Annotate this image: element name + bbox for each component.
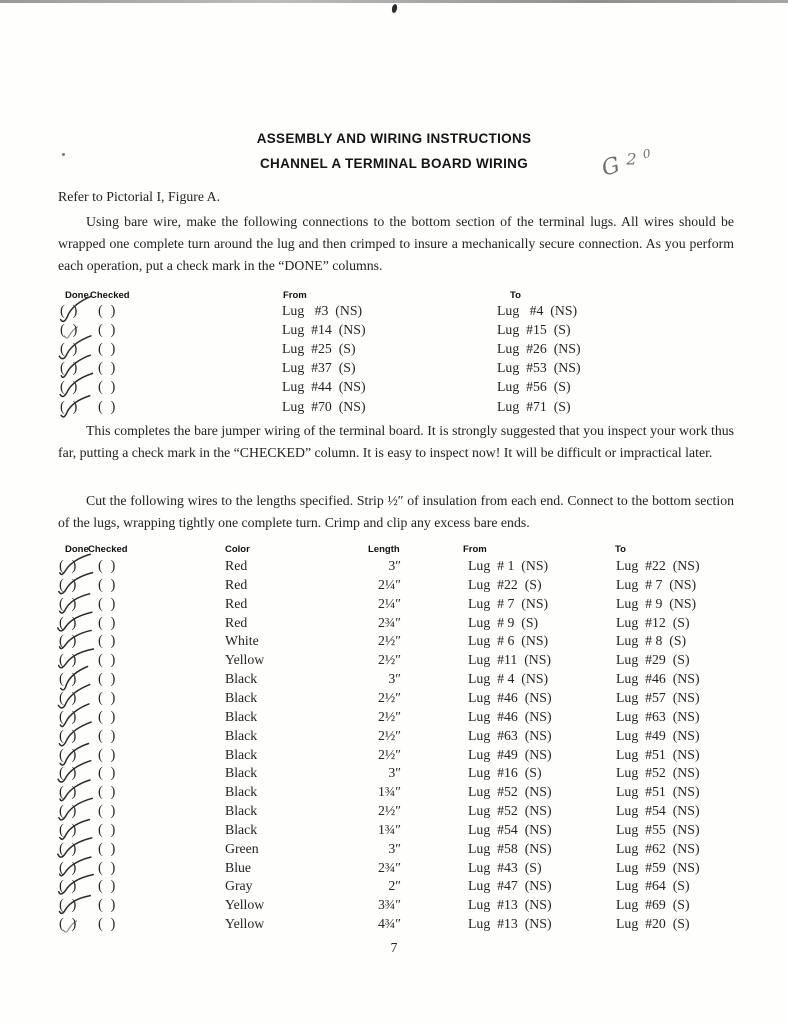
length-cell: 2½″ — [378, 709, 401, 724]
done-checkbox: ( ) — [59, 822, 78, 839]
table-row — [55, 822, 770, 841]
handwritten-note — [598, 146, 653, 182]
to-cell: Lug # 9 (NS) — [616, 596, 697, 611]
color-cell: Red — [225, 615, 248, 630]
to-cell: Lug #22 (NS) — [616, 558, 700, 573]
from-cell: Lug #25 (S) — [282, 341, 356, 356]
done-checkbox: ( ) — [59, 615, 78, 632]
checked-checkbox: ( ) — [98, 860, 118, 876]
length-cell: 1¾″ — [378, 822, 401, 837]
length-cell: 2″ — [388, 878, 401, 893]
table-row — [55, 652, 770, 671]
done-checkbox: ( ) — [59, 916, 78, 933]
color-cell: White — [225, 633, 259, 648]
color-cell: Black — [225, 747, 258, 762]
page-number: 7 — [390, 940, 398, 955]
table-row — [55, 841, 770, 860]
done-checkbox: ( ) — [59, 841, 78, 858]
length-cell: 2¼″ — [378, 596, 401, 611]
table-row — [55, 558, 770, 577]
checked-checkbox: ( ) — [98, 360, 118, 376]
to-cell: Lug #52 (NS) — [616, 765, 700, 780]
to-cell: Lug #69 (S) — [616, 897, 690, 912]
done-checkbox: ( ) — [59, 652, 78, 669]
checked-checkbox: ( ) — [98, 615, 118, 631]
from-cell: Lug #37 (S) — [282, 360, 356, 375]
color-cell: Gray — [225, 878, 253, 893]
done-checkbox: ( ) — [59, 690, 78, 707]
from-cell: Lug #52 (NS) — [468, 803, 552, 818]
jumper-wiring-table — [58, 288, 730, 418]
from-cell: Lug # 6 (NS) — [468, 633, 549, 648]
table-row — [55, 860, 770, 879]
checked-checkbox: ( ) — [98, 878, 118, 894]
length-cell: 3″ — [388, 671, 401, 686]
from-cell: Lug # 9 (S) — [468, 615, 539, 630]
checked-checkbox: ( ) — [98, 379, 118, 395]
color-cell: Red — [225, 577, 248, 592]
refer-line: Refer to Pictorial I, Figure A. — [58, 189, 221, 204]
done-checkbox: ( ) — [59, 784, 78, 801]
from-cell: Lug #47 (NS) — [468, 878, 552, 893]
checked-checkbox: ( ) — [98, 897, 118, 913]
table-row — [55, 615, 770, 634]
color-cell: Black — [225, 709, 258, 724]
handwritten-char: 0 — [641, 146, 652, 162]
page-subtitle: CHANNEL A TERMINAL BOARD WIRING — [259, 156, 529, 171]
to-cell: Lug #62 (NS) — [616, 841, 700, 856]
table-row — [55, 633, 770, 652]
handwritten-char: 2 — [625, 149, 637, 169]
color-cell: Black — [225, 671, 258, 686]
color-cell: Red — [225, 558, 248, 573]
table-row — [55, 784, 770, 803]
color-cell: Yellow — [225, 897, 265, 912]
length-cell: 2½″ — [378, 633, 401, 648]
checked-checkbox: ( ) — [98, 322, 118, 338]
to-cell: Lug #4 (NS) — [497, 303, 578, 318]
from-cell: Lug # 4 (NS) — [468, 671, 549, 686]
to-cell: Lug #51 (NS) — [616, 784, 700, 799]
column-header-from: From — [463, 544, 487, 555]
to-cell: Lug #20 (S) — [616, 916, 690, 931]
from-cell: Lug #58 (NS) — [468, 841, 552, 856]
length-cell: 1¾″ — [378, 784, 401, 799]
table-row — [55, 916, 770, 935]
length-cell: 2¼″ — [378, 577, 401, 592]
to-cell: Lug #49 (NS) — [616, 728, 700, 743]
from-cell: Lug #14 (NS) — [282, 322, 366, 337]
checked-checkbox: ( ) — [98, 728, 118, 744]
table-row — [55, 577, 770, 596]
done-checkmark — [55, 397, 95, 422]
to-cell: Lug # 8 (S) — [616, 633, 687, 648]
length-cell: 3¾″ — [378, 897, 401, 912]
table-row — [55, 596, 770, 615]
length-cell: 3″ — [388, 765, 401, 780]
table-row — [58, 360, 730, 379]
from-cell: Lug #46 (NS) — [468, 709, 552, 724]
length-cell: 4¾″ — [378, 916, 401, 931]
checked-checkbox: ( ) — [98, 671, 118, 687]
done-checkbox: ( ) — [59, 860, 78, 877]
to-cell: Lug #29 (S) — [616, 652, 690, 667]
checked-checkbox: ( ) — [98, 765, 118, 781]
to-cell: Lug # 7 (NS) — [616, 577, 697, 592]
color-cell: Yellow — [225, 652, 265, 667]
checked-checkbox: ( ) — [98, 633, 118, 649]
to-cell: Lug #59 (NS) — [616, 860, 700, 875]
checked-checkbox: ( ) — [98, 690, 118, 706]
from-cell: Lug #3 (NS) — [282, 303, 363, 318]
from-cell: Lug #44 (NS) — [282, 379, 366, 394]
checked-checkbox: ( ) — [98, 916, 118, 932]
color-cell: Black — [225, 690, 258, 705]
to-cell: Lug #54 (NS) — [616, 803, 700, 818]
color-cell: Black — [225, 765, 258, 780]
table-row — [55, 747, 770, 766]
to-cell: Lug #53 (NS) — [497, 360, 581, 375]
done-checkbox: ( ) — [60, 303, 79, 320]
to-cell: Lug #64 (S) — [616, 878, 690, 893]
done-checkbox: ( ) — [60, 379, 79, 396]
page-title: ASSEMBLY AND WIRING INSTRUCTIONS — [256, 131, 532, 146]
checked-checkbox: ( ) — [98, 341, 118, 357]
length-cell: 2½″ — [378, 652, 401, 667]
length-cell: 2½″ — [378, 728, 401, 743]
color-cell: Blue — [225, 860, 252, 875]
checked-checkbox: ( ) — [98, 841, 118, 857]
checked-checkbox: ( ) — [98, 652, 118, 668]
color-cell: Black — [225, 784, 258, 799]
done-checkbox: ( ) — [59, 765, 78, 782]
to-cell: Lug #71 (S) — [497, 399, 571, 414]
column-header-length: Length — [368, 544, 400, 555]
table-row — [55, 690, 770, 709]
from-cell: Lug # 7 (NS) — [468, 596, 549, 611]
table-row — [58, 322, 730, 341]
checked-checkbox: ( ) — [98, 596, 118, 612]
table-row — [55, 728, 770, 747]
color-cell: Black — [225, 728, 258, 743]
from-cell: Lug #43 (S) — [468, 860, 542, 875]
done-checkmark — [55, 376, 96, 401]
to-cell: Lug #63 (NS) — [616, 709, 700, 724]
color-cell: Yellow — [225, 916, 265, 931]
to-cell: Lug #15 (S) — [497, 322, 571, 337]
from-cell: Lug #13 (NS) — [468, 916, 552, 931]
from-cell: Lug #54 (NS) — [468, 822, 552, 837]
from-cell: Lug #13 (NS) — [468, 897, 552, 912]
table-row — [58, 303, 730, 322]
to-cell: Lug #55 (NS) — [616, 822, 700, 837]
length-cell: 2½″ — [378, 690, 401, 705]
done-checkbox: ( ) — [59, 558, 78, 575]
checked-checkbox: ( ) — [98, 784, 118, 800]
from-cell: Lug #16 (S) — [468, 765, 542, 780]
scan-speck — [391, 4, 398, 14]
length-cell: 2¾″ — [378, 860, 401, 875]
from-cell: Lug #70 (NS) — [282, 399, 366, 414]
column-header-to: To — [615, 544, 626, 555]
instructions-paragraph-2: This completes the bare jumper wiring of the terminal board. It is strongly suggested that you inspect your work thus far, putting a check mark in the “CHECKED” column. It is easy to inspect now! It will be difficult or impractical later. — [58, 423, 734, 460]
column-header-from: From — [283, 290, 307, 301]
done-checkbox: ( ) — [59, 747, 78, 764]
checked-checkbox: ( ) — [98, 747, 118, 763]
done-checkbox: ( ) — [59, 596, 78, 613]
from-cell: Lug #11 (NS) — [468, 652, 552, 667]
table-row — [55, 878, 770, 897]
from-cell: Lug #52 (NS) — [468, 784, 552, 799]
checked-checkbox: ( ) — [98, 303, 118, 319]
from-cell: Lug # 1 (NS) — [468, 558, 549, 573]
done-checkbox: ( ) — [59, 728, 78, 745]
done-checkbox: ( ) — [59, 633, 78, 650]
color-cell: Black — [225, 822, 258, 837]
color-cell: Green — [225, 841, 259, 856]
table-row — [58, 399, 730, 418]
to-cell: Lug #26 (NS) — [497, 341, 581, 356]
checked-checkbox: ( ) — [98, 399, 118, 415]
instructions-paragraph-3: Cut the following wires to the lengths specified. Strip ½″ of insulation from each end. Connect to the bottom section of the lugs, wrapping tightly one complete turn. Crimp and clip any excess bare ends. — [58, 493, 734, 530]
column-header-color: Color — [225, 544, 250, 555]
from-cell: Lug #22 (S) — [468, 577, 542, 592]
from-cell: Lug #46 (NS) — [468, 690, 552, 705]
table-row — [55, 897, 770, 916]
length-cell: 3″ — [388, 841, 401, 856]
checked-checkbox: ( ) — [98, 558, 118, 574]
done-checkmark — [53, 912, 95, 940]
from-cell: Lug #49 (NS) — [468, 747, 552, 762]
length-cell: 2¾″ — [378, 615, 401, 630]
done-checkbox: ( ) — [60, 399, 79, 416]
done-checkbox: ( ) — [60, 322, 79, 339]
length-cell: 3″ — [388, 558, 401, 573]
table-row — [58, 341, 730, 360]
checked-checkbox: ( ) — [98, 822, 118, 838]
table-row — [55, 709, 770, 728]
wire-connection-table — [55, 542, 770, 934]
done-checkbox: ( ) — [60, 360, 79, 377]
to-cell: Lug #56 (S) — [497, 379, 571, 394]
length-cell: 2½″ — [378, 747, 401, 762]
handwritten-char: G — [598, 152, 623, 182]
done-checkbox: ( ) — [59, 671, 78, 688]
done-checkbox: ( ) — [59, 878, 78, 895]
length-cell: 2½″ — [378, 803, 401, 818]
column-header-to: To — [510, 290, 521, 301]
checked-checkbox: ( ) — [98, 803, 118, 819]
to-cell: Lug #46 (NS) — [616, 671, 700, 686]
done-checkbox: ( ) — [59, 577, 78, 594]
from-cell: Lug #63 (NS) — [468, 728, 552, 743]
color-cell: Red — [225, 596, 248, 611]
column-header-checked: Checked — [90, 290, 130, 301]
column-header-done: Done — [65, 544, 89, 555]
table-row — [58, 379, 730, 398]
done-checkbox: ( ) — [59, 709, 78, 726]
checked-checkbox: ( ) — [98, 577, 118, 593]
to-cell: Lug #51 (NS) — [616, 747, 700, 762]
scan-edge-artifact — [0, 0, 788, 3]
table-row — [55, 803, 770, 822]
instructions-paragraph-1: Using bare wire, make the following connections to the bottom section of the terminal lugs. All wires should be wrapped one complete turn around the lug and then crimped to insure a mechanically secure connection. As you perform each operation, put a check mark in the “DONE” columns. — [58, 214, 734, 273]
done-checkbox: ( ) — [59, 803, 78, 820]
column-header-checked: Checked — [88, 544, 128, 555]
to-cell: Lug #12 (S) — [616, 615, 690, 630]
table-row — [55, 765, 770, 784]
done-checkbox: ( ) — [59, 897, 78, 914]
color-cell: Black — [225, 803, 258, 818]
table-row — [55, 671, 770, 690]
to-cell: Lug #57 (NS) — [616, 690, 700, 705]
done-checkbox: ( ) — [60, 341, 79, 358]
column-header-done: Done — [65, 290, 89, 301]
checked-checkbox: ( ) — [98, 709, 118, 725]
